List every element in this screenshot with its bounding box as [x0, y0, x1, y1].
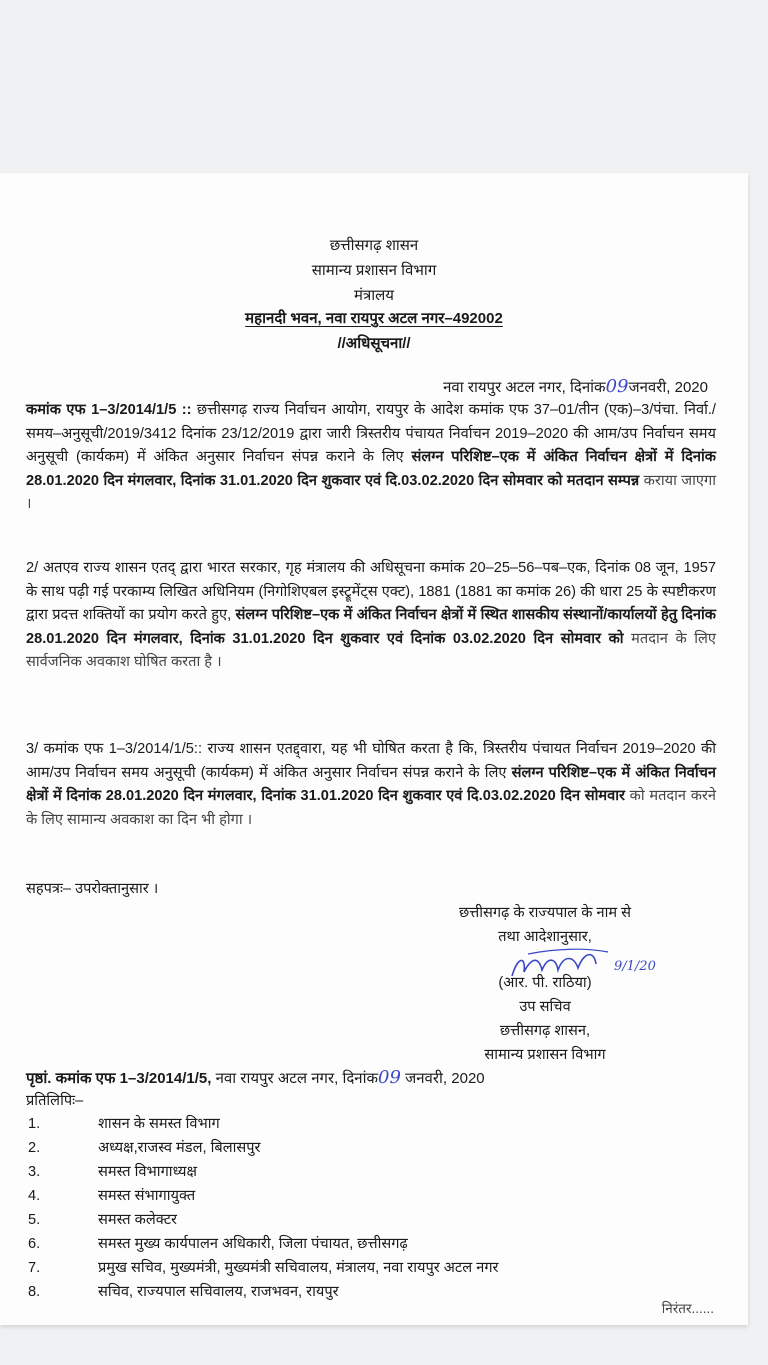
- signatory-org: छत्तीसगढ़ शासन,: [499, 1023, 591, 1039]
- header-ministry: मंत्रालय: [353, 287, 394, 304]
- header-government: छत्तीसगढ़ शासन: [329, 237, 419, 254]
- paragraph-3: 3/ कमांक एफ 1–3/2014/1/5:: राज्य शासन एतद्द्वारा, यह भी घोषित करता है कि, त्रिस्तरीय पंचायत निर्वाचन 2019–2020 की आम/उप निर्वाचन समय अनुसूची (कार्यकम) में अंकित अनुसार निर्वाचन संपन्न कराने के लिए संलग्न परिशिष्ट–एक में अंकित निर्वाचन क्षेत्रों में दिनांक 28.01.2020 दिन मंगलवार, दिनांक 31.01.2020 दिन शुकवार एवं दि.03.02.2020 दिन सोमवार को मतदान करने के लिए सामान्य अवकाश का दिन भी होगा ।: [26, 741, 716, 828]
- signatory-details: [380, 971, 710, 1067]
- signature-block: [380, 901, 710, 949]
- continued-marker: निरंतर......: [661, 1301, 714, 1316]
- handwritten-day: 09: [378, 1067, 401, 1088]
- paragraph-2: 2/ अतएव राज्य शासन एतद् द्वारा भारत सरकार, गृह मंत्रालय की अधिसूचना कमांक 20–25–56–पब–एक, दिनांक 08 जून, 1957 के साथ पढ़ी गई परकाम्य लिखित अधिनियम (निगोशिएबल इस्ट्रूमेंट्स एक्ट), 1881 (1881 का कमांक 26) की धारा 25 के स्पष्टीकरण द्वारा प्रदत्त शक्तियों का प्रयोग करते हुए, संलग्न परिशिष्ट–एक में अंकित निर्वाचन क्षेत्रों में स्थित शासकीय संस्थानों/कार्यालयों हेतु दिनांक 28.01.2020 दिन मंगलवार, दिनांक 31.01.2020 दिन शुकवार एवं दिनांक 03.02.2020 दिन सोमवार को मतदान के लिए सार्वजनिक अवकाश घोषित करता है ।: [26, 560, 716, 671]
- copy-list-item: 2. अध्यक्ष,राजस्व मंडल, बिलासपुर: [28, 1140, 261, 1156]
- copy-list-item: 1. शासन के समस्त विभाग: [28, 1116, 220, 1132]
- copy-list-item: 5. समस्त कलेक्टर: [28, 1212, 178, 1228]
- handwritten-day: 09: [605, 376, 629, 397]
- signature-date: 9/1/20: [614, 959, 656, 974]
- enclosure-note: सहपत्रः– उपरोक्तानुसार ।: [26, 881, 159, 897]
- copy-list-item: 7. प्रमुख सचिव, मुख्यमंत्री, मुख्यमंत्री सचिवालय, मंत्रालय, नवा रायपुर अटल नगर: [28, 1260, 499, 1276]
- document-page: [0, 173, 748, 1325]
- signatory-department: सामान्य प्रशासन विभाग: [484, 1047, 606, 1063]
- copy-list-item: 8. सचिव, राज्यपाल सचिवालय, राजभवन, रायपुर: [28, 1284, 339, 1300]
- header-notification: //अधिसूचना//: [337, 335, 411, 352]
- copy-list-item: 6. समस्त मुख्य कार्यपालन अधिकारी, जिला पंचायत, छत्तीसगढ़: [28, 1236, 408, 1252]
- header-address: महानदी भवन, नवा रायपुर अटल नगर–492002: [245, 310, 503, 327]
- dateline: नवा रायपुर अटल नगर, दिनांक09जनवरी, 2020: [443, 376, 708, 397]
- signature-order-line: तथा आदेशानुसार,: [498, 929, 592, 945]
- order-reference: कमांक एफ 1–3/2014/1/5 ::: [26, 402, 192, 418]
- header-department: सामान्य प्रशासन विभाग: [311, 262, 437, 279]
- copy-list-item: 4. समस्त संभागायुक्त: [28, 1188, 196, 1204]
- signatory-name: (आर. पी. राठिया): [498, 975, 592, 991]
- copy-list-item: 3. समस्त विभागाध्यक्ष: [28, 1164, 197, 1180]
- paragraph-1: कमांक एफ 1–3/2014/1/5 :: छत्तीसगढ़ राज्य निर्वाचन आयोग, रायपुर के आदेश कमांक एफ 37–01/तीन (एक)–3/पंचा. निर्वा./समय–अनुसूची/2019/3412 दिनांक 23/12/2019 द्वारा जारी त्रिस्तरीय पंचायत निर्वाचन 2019–2020 की आम/उप निर्वाचन समय अनुसूची (कार्यकम) में अंकित अनुसार निर्वाचन संपन्न कराने के लिए संलग्न परिशिष्ट–एक में अंकित निर्वाचन क्षेत्रों में दिनांक 28.01.2020 दिन मंगलवार, दिनांक 31.01.2020 दिन शुकवार एवं दि.03.02.2020 दिन सोमवार को मतदान सम्पन्न कराया जाएगा ।: [26, 402, 716, 513]
- copy-to-label: प्रतिलिपिः–: [26, 1093, 84, 1109]
- signatory-designation: उप सचिव: [519, 999, 571, 1015]
- endorsement-line: पृष्ठां. कमांक एफ 1–3/2014/1/5, नवा रायपुर अटल नगर, दिनांक09 जनवरी, 2020: [26, 1067, 485, 1088]
- signature-authority-line: छत्तीसगढ़ के राज्यपाल के नाम से: [458, 905, 632, 921]
